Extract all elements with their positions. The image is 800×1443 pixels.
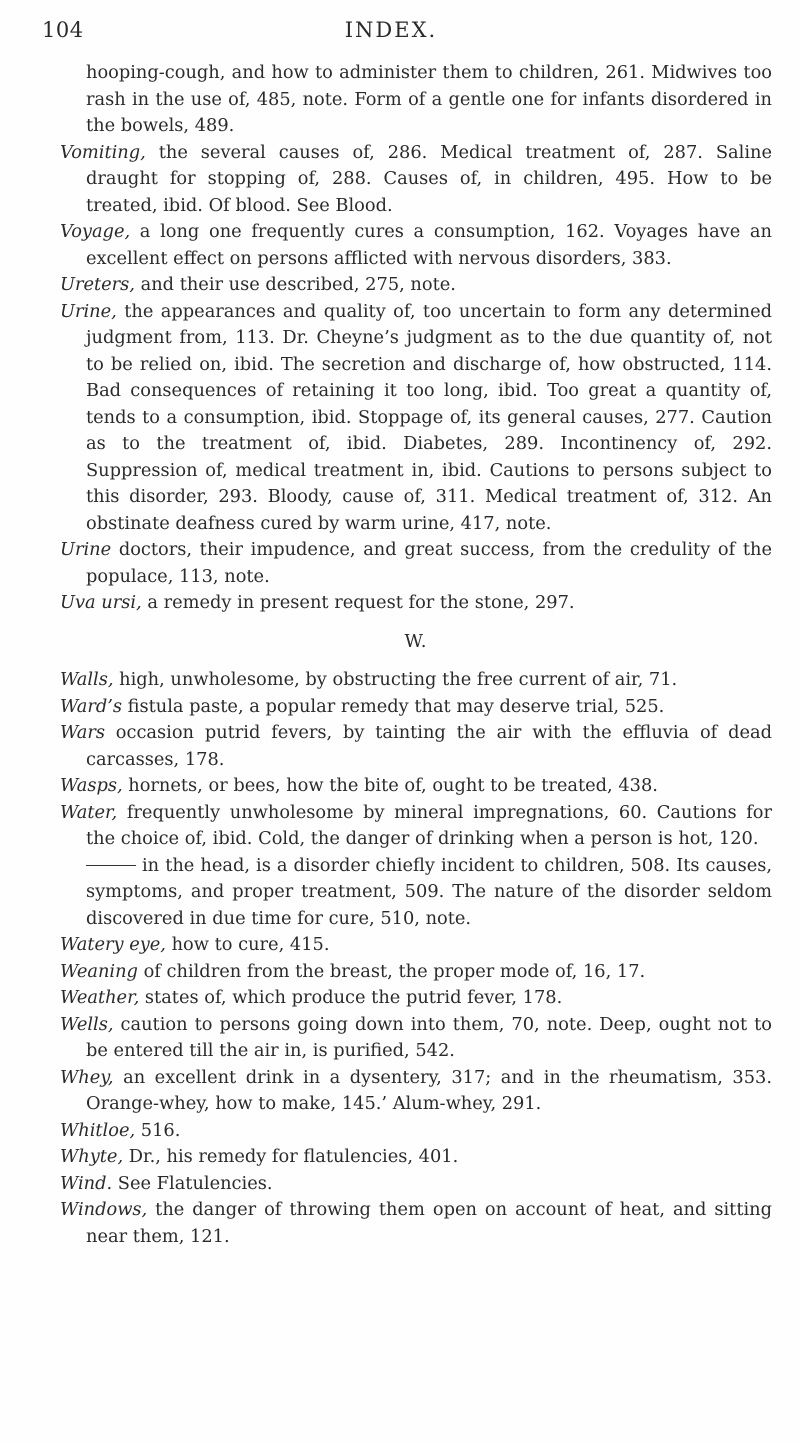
index-entry	[60, 800, 772, 853]
entry-headword: Walls,	[60, 669, 114, 690]
entry-headword: Voyage,	[60, 221, 131, 242]
entry-text: hooping-cough, and how to administer them to children, 261. Midwives too rash in the use of, 485, note. Form of a gentle one for infants disordered in the bowels, 489.	[86, 62, 772, 136]
index-entry	[60, 720, 772, 773]
entry-headword: Vomiting,	[60, 141, 146, 163]
entry-headword: Whitloe,	[60, 1119, 136, 1141]
index-entry	[60, 985, 772, 1012]
ditto-dash	[86, 865, 136, 866]
index-entry	[60, 1065, 772, 1118]
index-entry	[60, 667, 772, 694]
page-header	[42, 18, 740, 50]
entry-text: See Flatulencies.	[112, 1172, 273, 1194]
index-entry	[60, 1197, 772, 1250]
entry-headword: Weather,	[60, 987, 140, 1008]
entry-headword: Watery eye,	[60, 934, 166, 955]
entry-text: occasion putrid fevers, by tainting the air with the effluvia of dead carcasses, 178.	[86, 722, 772, 770]
entry-headword: Weaning	[60, 960, 138, 982]
entries-before-section	[60, 60, 772, 617]
entry-text: the several causes of, 286. Medical treatment of, 287. Saline draught for stopping of, 288. Causes of, in children, 495. How to be treated, ibid. Of blood. See Blood.	[86, 141, 772, 216]
index-entry	[60, 1171, 772, 1198]
entry-text: how to cure, 415.	[165, 934, 330, 955]
entry-text: Dr., his remedy for flatulencies, 401.	[123, 1146, 459, 1167]
running-head: INDEX.	[344, 18, 438, 42]
index-entry	[60, 773, 772, 800]
index-entry	[60, 932, 772, 959]
index-entry	[60, 1144, 772, 1171]
index-entry	[60, 299, 772, 538]
entry-text: the danger of throwing them open on account of heat, and sitting near them, 121.	[86, 1199, 772, 1247]
entry-text: doctors, their impudence, and great success, from the credulity of the populace, 113, note.	[86, 539, 772, 587]
entry-headword: Windows,	[60, 1199, 148, 1220]
entry-text: in the head, is a disorder chiefly incident to children, 508. Its causes, symptoms, and proper treatment, 509. The nature of the disorder seldom discovered in due time for cure, 510, note.	[86, 854, 772, 929]
entry-text: an excellent drink in a dysentery, 317; and in the rheumatism, 353. Orange-whey, how to make, 145.’ Alum-whey, 291.	[86, 1066, 772, 1114]
section-letter: W.	[404, 630, 428, 652]
index-entry	[60, 219, 772, 272]
entry-headword: Ward’s	[60, 695, 122, 717]
index-entry	[60, 959, 772, 986]
index-entry	[60, 60, 772, 140]
index-entry	[60, 694, 772, 721]
entry-text: of children from the breast, the proper mode of, 16, 17.	[137, 960, 646, 982]
entry-text: high, unwholesome, by obstructing the free current of air, 71.	[113, 669, 678, 690]
entry-headword: Uva ursi,	[60, 592, 142, 613]
index-entry	[60, 272, 772, 299]
entry-headword: Wells,	[60, 1013, 114, 1035]
entry-text: a remedy in present request for the stone, 297.	[141, 592, 575, 613]
entry-headword: Wasps,	[60, 775, 123, 796]
entry-text: the appearances and quality of, too uncertain to form any determined judgment from, 113. Dr. Cheyne’s judgment as to the due quantity of, not to be relied on, ibid. The secretion and discharge of, how obstructed, 114. Bad consequences of retaining it too long, ibid. Too great a quantity of, tends to a consumption, ibid. Stoppage of, its general causes, 277. Caution as to the treatment of, ibid. Diabetes, 289. Incontinency of, 292. Suppression of, medical treatment in, ibid. Cautions to persons subject to this disorder, 293. Bloody, cause of, 311. Medical treatment of, 312. An obstinate deafness cured by warm urine, 417, note.	[86, 300, 772, 534]
entry-headword: Ureters,	[60, 274, 135, 295]
entry-text: states of, which produce the putrid fever, 178.	[139, 987, 563, 1008]
index-entry	[60, 1118, 772, 1145]
entry-headword: Whey,	[60, 1066, 114, 1088]
index-body	[60, 60, 772, 1250]
index-entry	[60, 537, 772, 590]
entry-text: a long one frequently cures a consumption, 162. Voyages have an excellent effect on persons afflicted with nervous disorders, 383.	[86, 221, 772, 269]
entry-headword: Wind.	[60, 1172, 113, 1194]
entry-headword: Wars	[60, 722, 105, 743]
index-entry	[60, 1012, 772, 1065]
entry-text: and their use described, 275, note.	[134, 274, 456, 295]
index-entry	[60, 140, 772, 220]
page-number: 104	[42, 18, 84, 42]
index-entry	[60, 590, 772, 617]
entry-text: hornets, or bees, how the bite of, ought to be treated, 438.	[122, 775, 658, 796]
entries-after-section	[60, 667, 772, 1250]
entry-text: 516.	[135, 1119, 181, 1141]
entry-headword: Water,	[60, 801, 118, 823]
entry-headword: Whyte,	[60, 1146, 124, 1167]
entry-headword: Urine	[60, 539, 112, 560]
entry-text: fistula paste, a popular remedy that may deserve trial, 525.	[122, 695, 665, 717]
entry-headword: Urine,	[60, 300, 117, 322]
entry-text: caution to persons going down into them, 70, note. Deep, ought not to be entered till the air in, is purified, 542.	[86, 1013, 772, 1061]
index-subentry	[60, 853, 772, 933]
entry-text: frequently unwholesome by mineral impregnations, 60. Cautions for the choice of, ibid. Cold, the danger of drinking when a person is hot, 120.	[86, 801, 772, 849]
